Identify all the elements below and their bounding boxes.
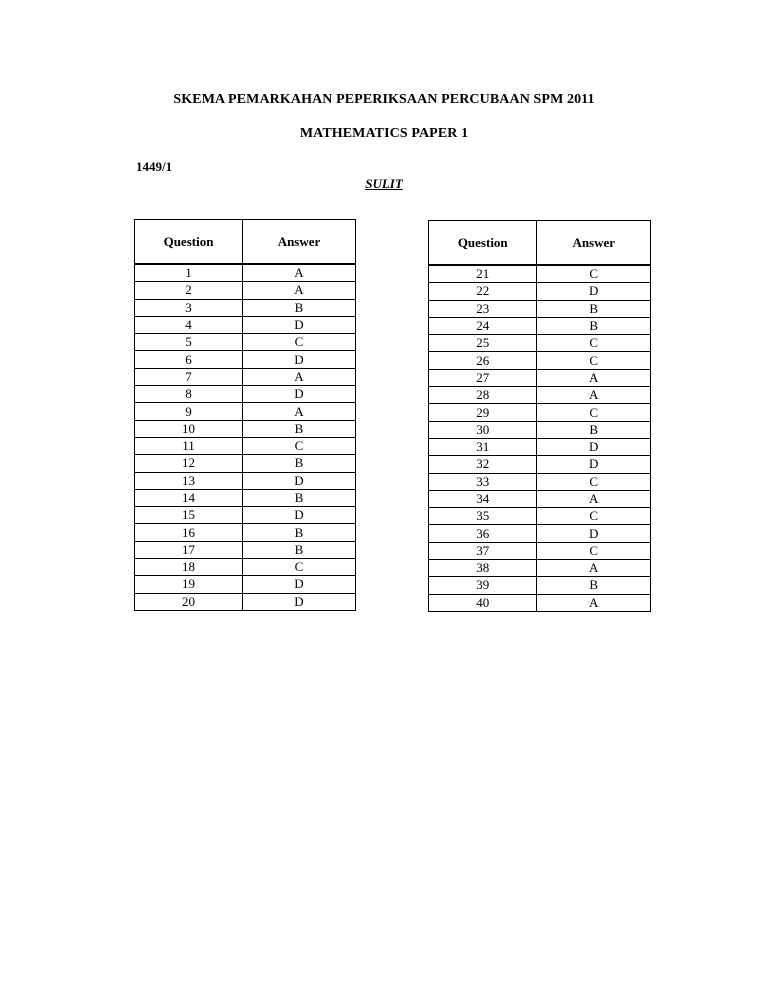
question-number-cell: 12 <box>135 455 243 472</box>
question-number-cell: 3 <box>135 299 243 316</box>
answer-cell: A <box>537 387 651 404</box>
answer-cell: D <box>243 593 356 610</box>
answer-cell: D <box>243 507 356 524</box>
document-subtitle: MATHEMATICS PAPER 1 <box>299 126 469 141</box>
question-number-cell: 24 <box>429 317 537 334</box>
table-row <box>135 299 356 316</box>
answer-cell: C <box>537 335 651 352</box>
question-number-cell: 14 <box>135 489 243 506</box>
answer-cell: C <box>243 334 356 351</box>
question-number-cell: 21 <box>429 265 537 283</box>
answer-rows-left <box>135 264 356 610</box>
question-number-cell: 18 <box>135 559 243 576</box>
question-number-cell: 22 <box>429 283 537 300</box>
question-number-cell: 29 <box>429 404 537 421</box>
table-row <box>429 594 651 611</box>
table-row <box>429 421 651 438</box>
table-row <box>429 438 651 455</box>
question-number-cell: 25 <box>429 335 537 352</box>
question-number-cell: 26 <box>429 352 537 369</box>
table-row <box>429 577 651 594</box>
answer-cell: D <box>243 386 356 403</box>
table-row <box>135 282 356 299</box>
table-row <box>135 507 356 524</box>
answer-cell: D <box>537 438 651 455</box>
question-number-cell: 15 <box>135 507 243 524</box>
answer-column-header: Answer <box>243 220 356 265</box>
table-row <box>135 403 356 420</box>
table-row <box>429 456 651 473</box>
question-number-cell: 31 <box>429 438 537 455</box>
question-number-cell: 32 <box>429 456 537 473</box>
document-title: SKEMA PEMARKAHAN PEPERIKSAAN PERCUBAAN SPM 2011 <box>173 92 595 107</box>
question-number-cell: 8 <box>135 386 243 403</box>
table-row <box>429 525 651 542</box>
answer-cell: A <box>243 403 356 420</box>
question-number-cell: 1 <box>135 264 243 282</box>
answer-rows-right <box>429 265 651 611</box>
table-row <box>429 560 651 577</box>
table-row <box>429 300 651 317</box>
question-number-cell: 27 <box>429 369 537 386</box>
question-number-cell: 4 <box>135 316 243 333</box>
question-number-cell: 5 <box>135 334 243 351</box>
answer-cell: D <box>537 283 651 300</box>
answer-cell: B <box>243 524 356 541</box>
answer-cell: B <box>243 455 356 472</box>
answer-cell: B <box>537 577 651 594</box>
table-header-row <box>429 221 651 266</box>
answer-cell: C <box>537 404 651 421</box>
answer-cell: D <box>537 456 651 473</box>
question-number-cell: 37 <box>429 542 537 559</box>
answer-cell: D <box>243 316 356 333</box>
table-row <box>429 387 651 404</box>
question-number-cell: 17 <box>135 541 243 558</box>
question-number-cell: 20 <box>135 593 243 610</box>
question-number-cell: 23 <box>429 300 537 317</box>
question-number-cell: 30 <box>429 421 537 438</box>
table-row <box>429 317 651 334</box>
answer-cell: C <box>243 437 356 454</box>
question-number-cell: 33 <box>429 473 537 490</box>
answer-table-right <box>428 220 651 612</box>
answer-cell: A <box>537 594 651 611</box>
question-number-cell: 10 <box>135 420 243 437</box>
table-header-row <box>135 220 356 265</box>
table-row <box>135 316 356 333</box>
table-row <box>429 369 651 386</box>
table-row <box>135 559 356 576</box>
answer-cell: A <box>537 560 651 577</box>
question-number-cell: 39 <box>429 577 537 594</box>
answer-cell: C <box>537 265 651 283</box>
classification-label: SULIT <box>365 176 403 191</box>
table-row <box>135 368 356 385</box>
question-number-cell: 11 <box>135 437 243 454</box>
question-number-cell: 36 <box>429 525 537 542</box>
question-number-cell: 13 <box>135 472 243 489</box>
table-row <box>135 455 356 472</box>
answer-cell: B <box>243 299 356 316</box>
question-number-cell: 7 <box>135 368 243 385</box>
question-number-cell: 34 <box>429 490 537 507</box>
answer-cell: B <box>243 420 356 437</box>
table-row <box>429 283 651 300</box>
table-row <box>429 542 651 559</box>
table-row <box>135 576 356 593</box>
question-number-cell: 28 <box>429 387 537 404</box>
question-number-cell: 2 <box>135 282 243 299</box>
table-row <box>429 265 651 283</box>
question-number-cell: 16 <box>135 524 243 541</box>
table-row <box>135 489 356 506</box>
table-row <box>135 351 356 368</box>
answer-column-header: Answer <box>537 221 651 266</box>
question-column-header: Question <box>429 221 537 266</box>
answer-cell: C <box>537 542 651 559</box>
table-row <box>429 490 651 507</box>
answer-cell: C <box>537 352 651 369</box>
table-row <box>135 524 356 541</box>
table-row <box>135 541 356 558</box>
answer-cell: C <box>537 473 651 490</box>
table-row <box>429 404 651 421</box>
answer-cell: C <box>243 559 356 576</box>
answer-cell: A <box>243 264 356 282</box>
answer-cell: B <box>537 317 651 334</box>
question-number-cell: 6 <box>135 351 243 368</box>
table-row <box>429 508 651 525</box>
question-number-cell: 35 <box>429 508 537 525</box>
table-row <box>135 593 356 610</box>
answer-cell: D <box>243 472 356 489</box>
answer-cell: A <box>243 282 356 299</box>
question-column-header: Question <box>135 220 243 265</box>
answer-cell: D <box>243 351 356 368</box>
answer-cell: A <box>537 490 651 507</box>
question-number-cell: 9 <box>135 403 243 420</box>
table-row <box>135 386 356 403</box>
answer-cell: A <box>243 368 356 385</box>
answer-table-left <box>134 219 356 611</box>
table-row <box>135 334 356 351</box>
question-number-cell: 40 <box>429 594 537 611</box>
table-row <box>429 335 651 352</box>
answer-cell: D <box>537 525 651 542</box>
answer-cell: B <box>243 541 356 558</box>
paper-code: 1449/1 <box>136 159 173 174</box>
answer-cell: A <box>537 369 651 386</box>
table-row <box>135 437 356 454</box>
question-number-cell: 38 <box>429 560 537 577</box>
question-number-cell: 19 <box>135 576 243 593</box>
table-row <box>429 473 651 490</box>
answer-cell: B <box>537 421 651 438</box>
answer-cell: B <box>537 300 651 317</box>
table-row <box>135 264 356 282</box>
answer-cell: D <box>243 576 356 593</box>
table-row <box>135 420 356 437</box>
answer-cell: C <box>537 508 651 525</box>
table-row <box>429 352 651 369</box>
answer-cell: B <box>243 489 356 506</box>
table-row <box>135 472 356 489</box>
